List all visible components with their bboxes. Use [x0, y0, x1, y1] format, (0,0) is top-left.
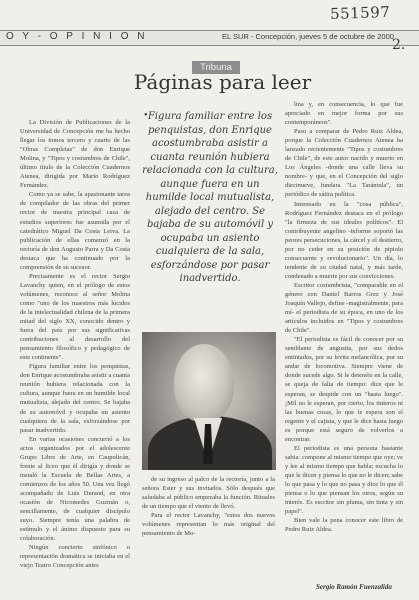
bullet-icon: • — [144, 110, 148, 121]
paragraph: El periodista es una persona bastante sabia: compone al mismo tiempo que oye; ve y lee al mismo tiempo que habla; escucha lo que le dicen y piensa lo que no le dicen; sabe lo que pasa y lo que no pasa y dice lo que él piensa o lo que piensan los otros, según su interés. Es escritor sin pluma, sin tinta y sin papel". — [285, 444, 403, 516]
photo-head-shape — [174, 344, 234, 422]
paragraph: Bien vale la pena conocer este libro de Pedro Ruiz Aldea. — [285, 517, 403, 534]
dateline: EL SUR - Concepción, jueves 5 de octubre de 2000 — [222, 32, 394, 41]
handwritten-page-mark: 2. — [392, 37, 406, 53]
paragraph: Como ya se sabe, la apasionante tarea de compilador de las obras del primer rector de nuestra principal casa de estudios superiores fue asumida por el catedrático Miguel Da Costa Leiva. La publicación de ellas comenzó en la rectoría de don Augusto Parra y Da Costa destaca que ha continuado por la comprensión de su sucesor. — [20, 191, 130, 271]
left-column — [20, 118, 130, 570]
pull-quote: Figura familiar entre los penquistas, don Enrique acostumbraba asistir a cuanta reunión hubiera relacionada con la cultura, aunque fuera en un humilde local mutualista, alejado del centro. Se bajaba de su automóvil y ocupaba un asiento cualquiera de la sala, esforzándose por pasar inadvertido. — [142, 111, 278, 284]
paragraph: Figura familiar entre los penquistas, don Enrique acostumbraba asistir a cuanta reunión hubiera relacionada con la cultura, aunque fuera en un humilde local mutualista, alejado del centro. Se bajaba de su automóvil y ocupaba un asiento cualquiera de la sala, esforzándose por pasar inadvertido. — [20, 363, 130, 434]
headline: Páginas para leer — [133, 70, 312, 94]
column-badge: Tribuna — [192, 61, 240, 74]
right-column — [285, 100, 403, 534]
paragraph: Interesado en la "cosa pública", Rodríguez Fernández destaca en el prólogo "la firmeza de sus ideales políticos". El contribuyente angelino -informe soportó las peores persecuciones, la cárcel y el destierro, por no ceder en su posición de pipiolo consecuente y revolucionario". Un día, lo tendente de su ciudad natal, y más tarde, condenado a muerte por sus convicciones. — [285, 200, 403, 280]
paragraph: de su ingreso al palco de la rectoría, junto a la señora Ester y sus invitados. Sólo después que saludaba al público empezaba la función. Rituales de un tiempo que el viento de llevó. — [142, 476, 275, 511]
paragraph: La División de Publicaciones de la Universidad de Concepción me ha hecho llegar los tomos tercero y cuarto de las "Obras Completas" de don Enrique Molina, y "Tipos y costumbres de Chile", último título de la Colección Cuadernos Atenea, dirigida por Mario Rodríguez Fernández. — [20, 119, 130, 190]
paragraph: En varias ocasiones concurrió a los actos organizados por el adolescente Grupo Libre de Arte, en Caupolicán, frente al liceo que él dirigía y donde se instaló la Escuela de Bellas Artes, a comienzos de los años 50. Una vez llegó acompañado de Luis Durand, en otra ocasión de Nicomedes Guzmán o, sencillamente, de cualquier discípulo suyo. Siempre tenía una palabra de estímulo y el ánimo dispuesto para su colaboración. — [20, 435, 130, 543]
author-byline: Sergio Ramón Fuenzalida — [316, 583, 392, 591]
section-label: O Y - O P I N I O N — [6, 31, 148, 42]
paragraph: Escritor costumbrista, "comparable en el género con Daniel Barros Grez y José Joaquín Vallejo, define -magistralmente, para mí- el periodista de su época, en uno de los artículos incluidos en "Tipos y costumbres de Chile". — [285, 281, 403, 335]
paragraph: Paso a comparar de Pedro Ruiz Aldea, porque la Colección Cuadernos Atenea ha lanzado recientemente "Tipos y costumbres de Chile", de este autor nacido y muerto en Los Ángeles -donde una calle lleva su nombre- y que, en el Concepción del siglo diecinueve, fundara "La Tarántula", un periódico de sátira política. — [285, 128, 403, 199]
paragraph: Precisamente es el rector Sergio Lavanchy quien, en el prólogo de estos volúmenes, reconoce al señor Molina como "uno de los maestros más lúcidos de la intelectualidad chilena de la primera mitad del siglo XX, conocido dentro y fuera del país por sus significativas contribuciones al desarrollo del pensamiento filosófico y pedagógico de este continente". — [20, 272, 130, 362]
paragraph: Ningún concierto sinfónico o representación dramática se iniciaba en el viejo Teatro Concepción antes — [20, 544, 130, 570]
paragraph: "El periodista es fácil de conocer por su semblante de angustia, por sus dedos entintados, por su levita melancólica, por su andar de locomotiva. Siempre viene de donde sucede algo. Si le detenéis en la calle, se queja de falta de tiempo: dice que le esperan, se despide con un "hasta luego". ¡Mil no le esperan, por cierto, los tinteros ni las buenas cosas, lo que le espera son el regente y el cajista, y que le dice hasta luego es porque está seguro de volverlos a encontrar. — [285, 336, 403, 443]
paragraph: Para el rector Lavanchy, "estos dos nuevos volúmenes representan lo más original del pensamiento de Mo- — [142, 512, 275, 538]
middle-column — [142, 475, 275, 538]
portrait-photo — [142, 332, 276, 470]
paragraph: lina y, en consecuencia, lo que fue apreciado en mejor forma por sus contemporáneos". — [285, 101, 403, 127]
handwritten-archive-number: 551597 — [329, 2, 391, 24]
